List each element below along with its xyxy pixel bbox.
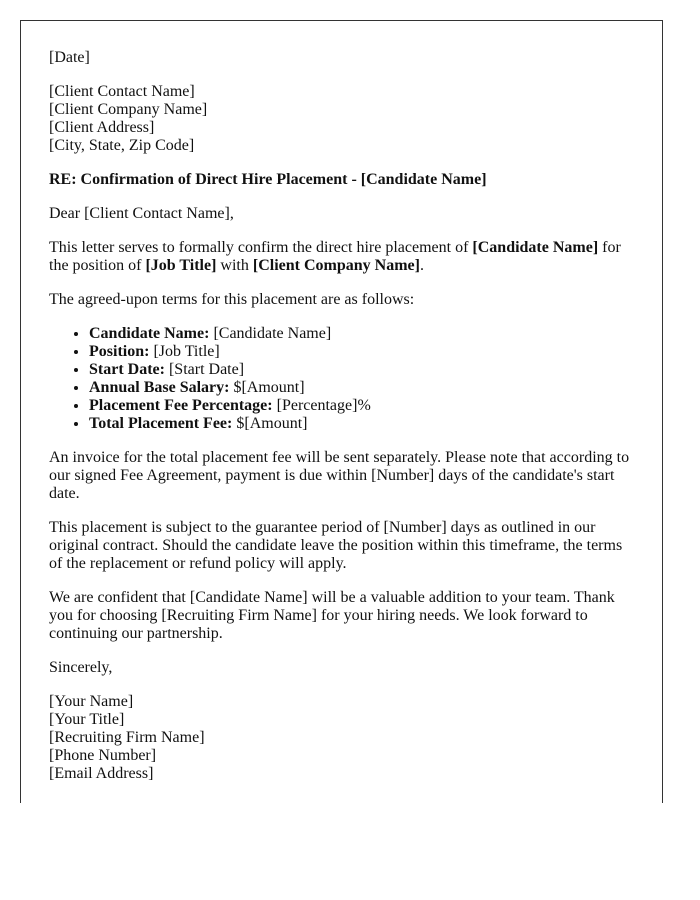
recipient-line: [Client Company Name] xyxy=(49,101,208,118)
term-label: Candidate Name: xyxy=(89,325,210,342)
term-label: Placement Fee Percentage: xyxy=(89,397,273,414)
term-value: $[Amount] xyxy=(232,415,308,432)
signature-line: [Your Name] xyxy=(49,693,134,710)
invoice-paragraph: An invoice for the total placement fee will be sent separately. Please note that according to our signed Fee Agreement, payment is due within [Number] days of the candidate's start date. xyxy=(49,449,630,502)
list-item xyxy=(89,343,662,361)
signature-line: [Phone Number] xyxy=(49,747,157,764)
term-value: [Percentage]% xyxy=(272,397,371,414)
date: [Date] xyxy=(49,49,90,66)
term-label: Annual Base Salary: xyxy=(89,379,230,396)
list-item xyxy=(89,361,662,379)
guarantee-paragraph: This placement is subject to the guarantee period of [Number] days as outlined in our original contract. Should the candidate leave the position within this timeframe, the terms of the replacement or refund policy will apply. xyxy=(49,519,623,572)
recipient-line: [Client Address] xyxy=(49,119,155,136)
text: This letter serves to formally confirm the direct hire placement of xyxy=(49,239,473,256)
signoff: Sincerely, xyxy=(49,659,113,676)
list-item xyxy=(89,379,662,397)
list-item xyxy=(89,415,662,433)
letter-page xyxy=(20,20,663,803)
list-item xyxy=(89,325,662,343)
text: . xyxy=(419,257,424,274)
term-label: Position: xyxy=(89,343,150,360)
text: for the position of xyxy=(49,239,621,274)
signature-block xyxy=(49,693,634,783)
term-label: Total Placement Fee: xyxy=(89,415,233,432)
salutation: Dear [Client Contact Name], xyxy=(49,205,234,222)
terms-list xyxy=(49,325,662,433)
recipient-address xyxy=(49,83,634,155)
list-item xyxy=(89,397,662,415)
company-name: [Client Company Name] xyxy=(252,257,420,274)
candidate-name: [Candidate Name] xyxy=(472,239,599,256)
term-value: $[Amount] xyxy=(229,379,305,396)
term-value: [Job Title] xyxy=(149,343,220,360)
intro-paragraph xyxy=(49,239,634,275)
terms-intro: The agreed-upon terms for this placement are as follows: xyxy=(49,291,415,308)
subject-line: RE: Confirmation of Direct Hire Placement - [Candidate Name] xyxy=(49,171,487,188)
job-title: [Job Title] xyxy=(145,257,217,274)
term-value: [Candidate Name] xyxy=(209,325,332,342)
signature-line: [Your Title] xyxy=(49,711,125,728)
recipient-line: [City, State, Zip Code] xyxy=(49,137,195,154)
term-value: [Start Date] xyxy=(164,361,245,378)
signature-line: [Recruiting Firm Name] xyxy=(49,729,205,746)
term-label: Start Date: xyxy=(89,361,165,378)
text: with xyxy=(216,257,253,274)
signature-line: [Email Address] xyxy=(49,765,154,782)
recipient-line: [Client Contact Name] xyxy=(49,83,195,100)
closing-paragraph: We are confident that [Candidate Name] will be a valuable addition to your team. Thank you for choosing [Recruiting Firm Name] for your hiring needs. We look forward to continuing our partnership. xyxy=(49,589,615,642)
